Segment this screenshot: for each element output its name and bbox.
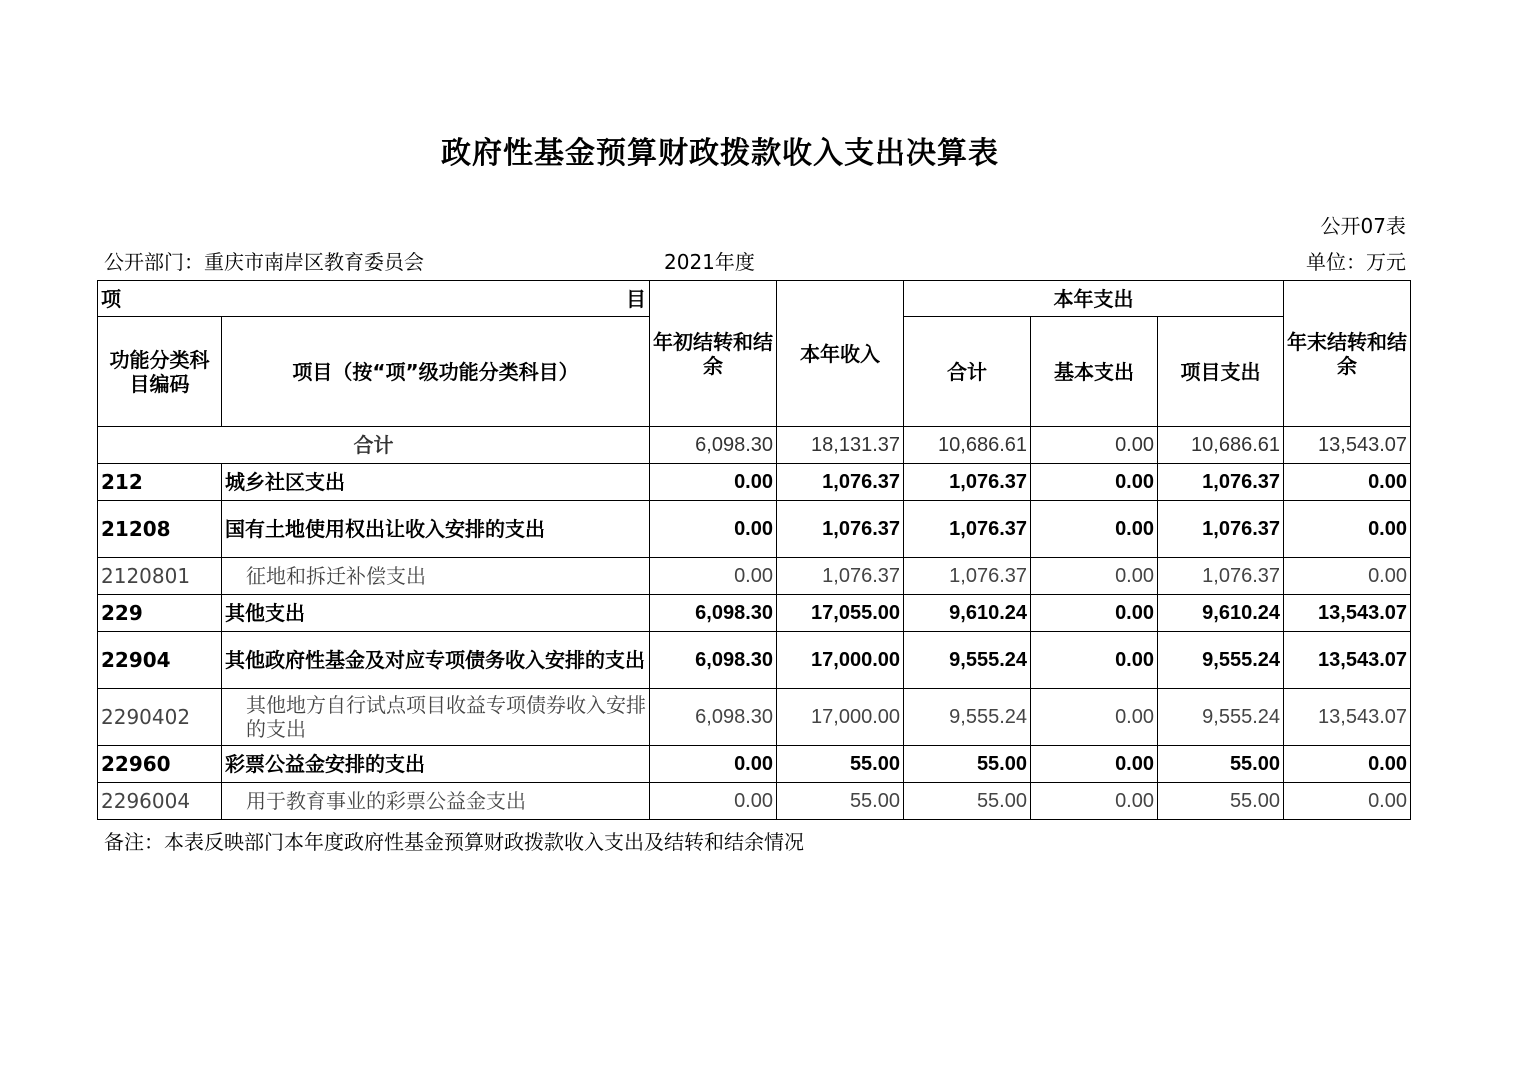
row-income: 1,076.37 — [777, 501, 904, 558]
opening-balance-header: 年初结转和结余 — [650, 281, 777, 427]
row-opening: 0.00 — [650, 464, 777, 501]
row-project: 1,076.37 — [1158, 558, 1284, 595]
closing-balance-header: 年末结转和结余 — [1284, 281, 1411, 427]
row-basic: 0.00 — [1031, 783, 1158, 820]
total-project: 10,686.61 — [1158, 427, 1284, 464]
total-closing: 13,543.07 — [1284, 427, 1411, 464]
table-row — [98, 746, 1411, 783]
project-expense-header: 项目支出 — [1158, 317, 1284, 427]
row-code: 2296004 — [98, 783, 222, 820]
row-basic: 0.00 — [1031, 746, 1158, 783]
row-basic: 0.00 — [1031, 558, 1158, 595]
header-row-1 — [98, 281, 1411, 317]
table-row — [98, 464, 1411, 501]
row-name: 其他政府性基金及对应专项债务收入安排的支出 — [222, 632, 650, 689]
row-opening: 0.00 — [650, 783, 777, 820]
row-project: 55.00 — [1158, 783, 1284, 820]
unit-label: 单位：万元 — [1306, 250, 1406, 274]
row-code: 21208 — [98, 501, 222, 558]
total-row — [98, 427, 1411, 464]
item-header: 项目（按“项”级功能分类科目） — [222, 317, 650, 427]
mu-label: 目 — [626, 286, 646, 311]
row-name: 用于教育事业的彩票公益金支出 — [222, 783, 650, 820]
row-opening: 6,098.30 — [650, 632, 777, 689]
row-income: 55.00 — [777, 783, 904, 820]
income-header: 本年收入 — [777, 281, 904, 427]
row-code: 22960 — [98, 746, 222, 783]
budget-table — [97, 280, 1411, 820]
row-basic: 0.00 — [1031, 632, 1158, 689]
row-basic: 0.00 — [1031, 501, 1158, 558]
row-basic: 0.00 — [1031, 689, 1158, 746]
row-project: 1,076.37 — [1158, 501, 1284, 558]
total-basic: 0.00 — [1031, 427, 1158, 464]
row-income: 17,000.00 — [777, 689, 904, 746]
row-expense: 55.00 — [904, 783, 1031, 820]
row-closing: 13,543.07 — [1284, 632, 1411, 689]
row-expense: 9,610.24 — [904, 595, 1031, 632]
row-expense: 1,076.37 — [904, 501, 1031, 558]
expense-total-header: 合计 — [904, 317, 1031, 427]
row-opening: 0.00 — [650, 746, 777, 783]
row-name: 城乡社区支出 — [222, 464, 650, 501]
row-closing: 13,543.07 — [1284, 595, 1411, 632]
row-opening: 6,098.30 — [650, 689, 777, 746]
code-header: 功能分类科目编码 — [98, 317, 222, 427]
xiang-mu-header — [98, 281, 650, 317]
row-project: 55.00 — [1158, 746, 1284, 783]
row-expense: 1,076.37 — [904, 464, 1031, 501]
row-opening: 0.00 — [650, 558, 777, 595]
row-project: 9,555.24 — [1158, 689, 1284, 746]
total-label: 合计 — [98, 427, 650, 464]
table-row — [98, 558, 1411, 595]
row-code: 212 — [98, 464, 222, 501]
row-expense: 9,555.24 — [904, 689, 1031, 746]
row-code: 2290402 — [98, 689, 222, 746]
row-basic: 0.00 — [1031, 595, 1158, 632]
row-expense: 1,076.37 — [904, 558, 1031, 595]
basic-expense-header: 基本支出 — [1031, 317, 1158, 427]
row-project: 9,555.24 — [1158, 632, 1284, 689]
row-name: 其他支出 — [222, 595, 650, 632]
page-title: 政府性基金预算财政拨款收入支出决算表 — [441, 136, 999, 171]
row-expense: 55.00 — [904, 746, 1031, 783]
row-project: 9,610.24 — [1158, 595, 1284, 632]
xiang-label: 项 — [101, 286, 121, 311]
row-opening: 6,098.30 — [650, 595, 777, 632]
form-number: 公开07表 — [1320, 214, 1406, 238]
row-income: 17,055.00 — [777, 595, 904, 632]
row-code: 2120801 — [98, 558, 222, 595]
expense-group-header: 本年支出 — [904, 281, 1284, 317]
department-label: 公开部门：重庆市南岸区教育委员会 — [104, 250, 424, 274]
table-row — [98, 783, 1411, 820]
table-row — [98, 595, 1411, 632]
row-opening: 0.00 — [650, 501, 777, 558]
row-project: 1,076.37 — [1158, 464, 1284, 501]
table-row — [98, 689, 1411, 746]
row-closing: 0.00 — [1284, 464, 1411, 501]
row-income: 1,076.37 — [777, 464, 904, 501]
row-name: 彩票公益金安排的支出 — [222, 746, 650, 783]
total-expense: 10,686.61 — [904, 427, 1031, 464]
table-row — [98, 632, 1411, 689]
row-expense: 9,555.24 — [904, 632, 1031, 689]
total-opening: 6,098.30 — [650, 427, 777, 464]
row-income: 1,076.37 — [777, 558, 904, 595]
row-basic: 0.00 — [1031, 464, 1158, 501]
row-name: 其他地方自行试点项目收益专项债券收入安排的支出 — [222, 689, 650, 746]
row-closing: 0.00 — [1284, 746, 1411, 783]
footnote: 备注：本表反映部门本年度政府性基金预算财政拨款收入支出及结转和结余情况 — [104, 830, 804, 854]
row-code: 22904 — [98, 632, 222, 689]
row-closing: 13,543.07 — [1284, 689, 1411, 746]
row-name: 国有土地使用权出让收入安排的支出 — [222, 501, 650, 558]
fiscal-year: 2021年度 — [664, 250, 755, 274]
table-row — [98, 501, 1411, 558]
row-income: 17,000.00 — [777, 632, 904, 689]
row-income: 55.00 — [777, 746, 904, 783]
row-code: 229 — [98, 595, 222, 632]
row-closing: 0.00 — [1284, 558, 1411, 595]
total-income: 18,131.37 — [777, 427, 904, 464]
row-closing: 0.00 — [1284, 501, 1411, 558]
row-name: 征地和拆迁补偿支出 — [222, 558, 650, 595]
row-closing: 0.00 — [1284, 783, 1411, 820]
